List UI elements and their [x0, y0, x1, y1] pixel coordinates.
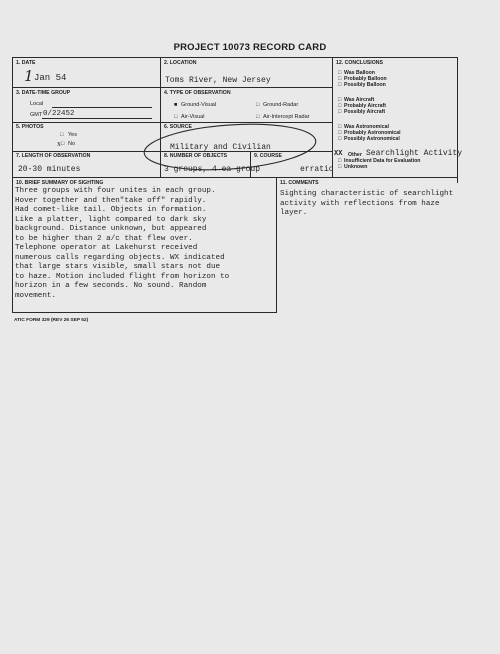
summary-text	[15, 187, 279, 301]
location-value: Toms River, New Jersey	[165, 76, 271, 85]
num-objects-value: 3 groups, 4 ea group	[164, 165, 261, 174]
conclusion-possibly-balloon[interactable]: □ Possibly Balloon	[338, 82, 386, 88]
comments-label: 11. COMMENTS	[280, 180, 319, 186]
summary-line: Hover together and then"take off" rapidly.	[15, 196, 207, 205]
summary-line: to be higher than 2 a/c that flew over.	[15, 234, 193, 243]
course-label: 9. COURSE	[254, 153, 282, 159]
num-objects-label: 8. NUMBER OF OBJECTS	[164, 153, 228, 159]
gmt-line	[42, 118, 152, 119]
datetime-label: 3. DATE-TIME GROUP	[16, 90, 71, 96]
local-label: Local	[30, 101, 44, 107]
conclusion-was-aircraft[interactable]: □ Was Aircraft	[338, 97, 375, 103]
air-visual-checkbox[interactable]: □	[174, 114, 178, 120]
conclusion-possibly-astronomical[interactable]: □ Possibly Astronomical	[338, 136, 400, 142]
conclusion-possibly-aircraft[interactable]: □ Possibly Aircraft	[338, 109, 386, 115]
summary-line: background. Distance unknown, but appeared	[15, 225, 207, 233]
date-label: 1. DATE	[16, 60, 36, 66]
location-label: 2. LOCATION	[164, 60, 197, 66]
form-footer: ATIC FORM 329 (REV 26 SEP 52)	[14, 318, 89, 323]
source-label: 6. SOURCE	[164, 124, 192, 130]
record-form	[12, 57, 463, 313]
comments-text	[280, 190, 470, 219]
gmt-label: GMT	[30, 112, 43, 118]
divider-h-1	[12, 87, 332, 88]
photos-no-label: No	[68, 141, 76, 147]
ground-visual-label: Ground-Visual	[181, 102, 217, 108]
date-handwritten-mark: 1	[24, 67, 34, 85]
divider-v-2	[332, 57, 333, 178]
summary-line: Telephone operator at Lakehurst received	[15, 244, 198, 252]
form-border-right	[457, 57, 458, 183]
conclusion-was-balloon[interactable]: □ Was Balloon	[338, 70, 375, 76]
summary-line: movement.	[15, 291, 57, 300]
conclusion-insufficient-data[interactable]: □ Insufficient Data for Evaluation	[338, 158, 421, 164]
local-line	[52, 107, 152, 108]
form-border-left	[12, 57, 13, 313]
conclusion-other-mark: XX	[334, 150, 343, 158]
photos-no-mark: x	[57, 140, 61, 148]
photos-label: 5. PHOTOS	[16, 124, 44, 130]
observation-type-label: 4. TYPE OF OBSERVATION	[164, 90, 231, 96]
conclusion-unknown[interactable]: □ Unknown	[338, 164, 368, 170]
summary-line: numerous calls regarding objects. WX indicated	[15, 253, 225, 262]
form-border-top	[12, 57, 458, 58]
ground-radar-checkbox[interactable]: □	[256, 102, 260, 108]
comments-line: activity with reflections from haze	[280, 199, 440, 208]
card-title: PROJECT 10073 RECORD CARD	[173, 42, 327, 53]
conclusion-probably-aircraft[interactable]: □ Probably Aircraft	[338, 103, 386, 109]
comments-line: Sighting characteristic of searchlight	[280, 190, 454, 198]
conclusion-was-astronomical[interactable]: □ Was Astronomical	[338, 124, 389, 130]
length-label: 7. LENGTH OF OBSERVATION	[16, 153, 91, 159]
summary-line: Three groups with four unites in each group.	[15, 187, 216, 195]
form-border-bottom	[12, 312, 276, 313]
summary-line: to haze. Motion included flight from horizon to	[15, 272, 230, 281]
air-visual-label: Air-Visual	[181, 114, 205, 120]
photos-no-checkbox[interactable]: □	[61, 141, 65, 147]
length-value: 20-30 minutes	[18, 165, 81, 174]
summary-line: horizon in a few seconds. No sound. Random	[15, 282, 207, 290]
air-intercept-radar-checkbox[interactable]: □	[256, 114, 260, 120]
summary-line: Had comet-like tail. Objects in formation.	[15, 206, 207, 214]
air-intercept-radar-label: Air-Intercept Radar	[263, 114, 310, 120]
conclusions-label: 12. CONCLUSIONS	[336, 60, 383, 66]
divider-h-4	[12, 177, 458, 178]
gmt-value: 0/22452	[43, 110, 75, 118]
conclusion-other-value: Searchlight Activity	[366, 149, 463, 158]
summary-label: 10. BRIEF SUMMARY OF SIGHTING	[16, 180, 104, 186]
conclusion-probably-astronomical[interactable]: □ Probably Astronomical	[338, 130, 401, 136]
photos-yes-checkbox[interactable]: □	[60, 132, 64, 138]
course-value: erratic	[300, 165, 334, 174]
ground-visual-checkbox[interactable]: ■	[174, 102, 178, 108]
conclusion-other-label: Other	[348, 152, 362, 158]
conclusion-probably-balloon[interactable]: □ Probably Balloon	[338, 76, 387, 82]
source-value: Military and Civilian	[170, 143, 271, 152]
photos-yes-label: Yes	[68, 132, 77, 138]
ground-radar-label: Ground-Radar	[263, 102, 299, 108]
comments-line: layer.	[280, 209, 308, 217]
summary-line: that large stars visible, small stars not due	[15, 263, 221, 271]
date-value: Jan 54	[34, 73, 67, 83]
summary-line: Like a platter, light compared to dark sky	[15, 215, 207, 224]
